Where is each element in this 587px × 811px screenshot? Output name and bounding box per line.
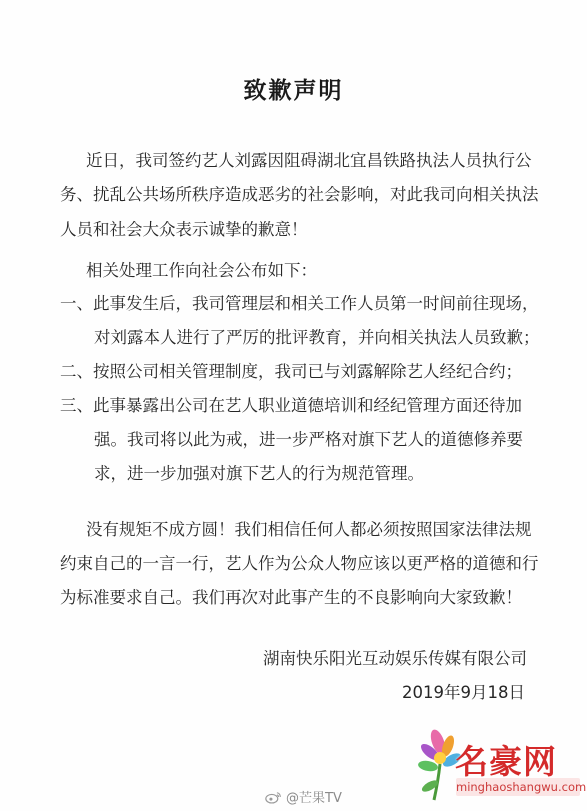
closing-line-2: 约束自己的一言一行，艺人作为公众人物应该以更严格的道德和行 [60, 554, 539, 573]
list-item-1-line-2: 对刘露本人进行了严厉的批评教育，并向相关执法人员致歉； [94, 328, 540, 347]
list-item-1-line-1: 一、此事发生后，我司管理层和相关工作人员第一时间前往现场， [60, 294, 539, 313]
list-item-2-line-1: 二、按照公司相关管理制度，我司已与刘露解除艺人经纪合约； [60, 362, 522, 381]
paragraph-1-line-3: 人员和社会大众表示诚挚的歉意！ [60, 220, 308, 239]
signature: 湖南快乐阳光互动娱乐传媒有限公司 [263, 649, 527, 668]
weibo-handle: @芒果TV [286, 791, 342, 806]
closing-line-1: 没有规矩不成方圆！我们相信任何人都必须按照国家法律法规 [86, 520, 532, 539]
paragraph-1-line-2: 务、扰乱公共场所秩序造成恶劣的社会影响，对此我司向相关执法 [60, 185, 539, 204]
list-item-3-line-3: 求，进一步加强对旗下艺人的行为规范管理。 [94, 464, 424, 483]
site-url: minghaoshangwu.com [456, 780, 587, 794]
page-title: 致歉声明 [243, 78, 344, 104]
list-item-3-line-2: 强。我司将以此为戒，进一步严格对旗下艺人的道德修养要 [94, 430, 523, 449]
closing-line-3: 为标准要求自己。我们再次对此事产生的不良影响向大家致歉！ [60, 588, 522, 607]
site-name: 名豪网 [455, 742, 557, 781]
date: 2019年9月18日 [402, 683, 525, 702]
weibo-watermark [265, 787, 342, 806]
weibo-logo-icon [265, 790, 282, 804]
paragraph-1-line-1: 近日，我司签约艺人刘露因阻碍湖北宜昌铁路执法人员执行公 [86, 151, 532, 170]
list-intro: 相关处理工作向社会公布如下： [86, 261, 317, 280]
list-item-3-line-1: 三、此事暴露出公司在艺人职业道德培训和经纪管理方面还待加 [60, 396, 522, 415]
